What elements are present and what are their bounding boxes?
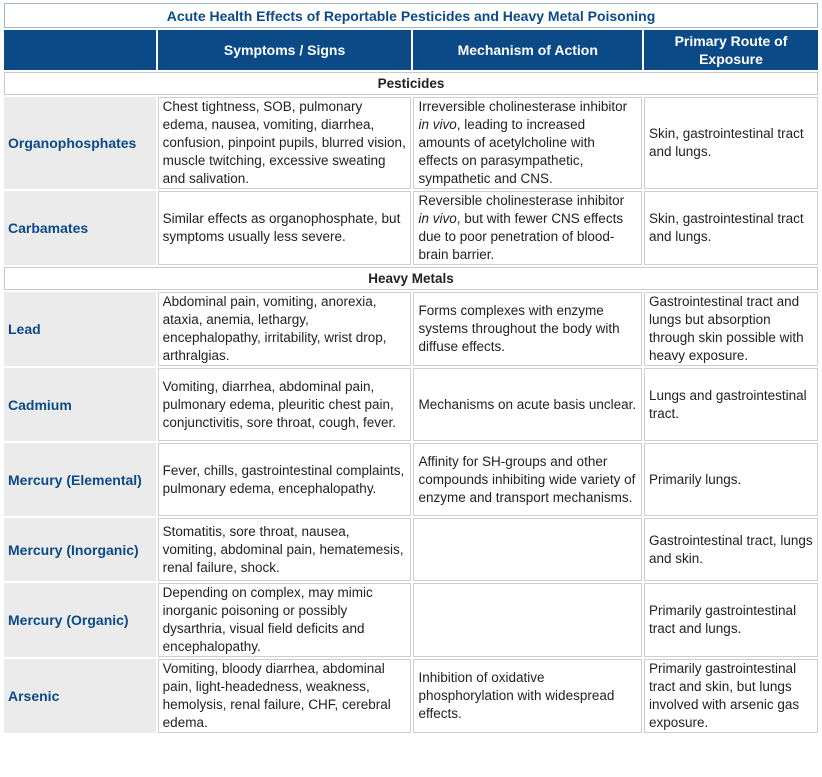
- symptoms-cell: Abdominal pain, vomiting, anorexia, ataxia, anemia, lethargy, encephalopathy, irritability, wrist drop, arthralgias.: [158, 292, 412, 366]
- mechanism-text: Reversible cholinesterase inhibitor: [418, 193, 625, 208]
- agent-name: Mercury (Inorganic): [4, 518, 156, 581]
- agent-name: Mercury (Elemental): [4, 443, 156, 516]
- mechanism-text: Inhibition of oxidative phosphorylation with widespread effects.: [418, 670, 615, 721]
- mechanism-cell: [413, 292, 642, 366]
- mechanism-text-cont: , leading to increased amounts of acetylcholine with effects on parasympathetic, sympathetic and CNS.: [418, 117, 595, 186]
- table-row: [4, 659, 818, 733]
- mechanism-cell: [413, 191, 642, 265]
- table-row: [4, 443, 818, 516]
- symptoms-cell: Chest tightness, SOB, pulmonary edema, nausea, vomiting, diarrhea, confusion, pinpoint pupils, blurred vision, muscle twitching, excessive sweating and salivation.: [158, 97, 412, 189]
- route-cell: Gastrointestinal tract, lungs and skin.: [644, 518, 818, 581]
- route-cell: Primarily lungs.: [644, 443, 818, 516]
- table-container: [2, 1, 820, 735]
- agent-name: Lead: [4, 292, 156, 366]
- route-cell: Lungs and gastrointestinal tract.: [644, 368, 818, 441]
- mechanism-text: Forms complexes with enzyme systems throughout the body with diffuse effects.: [418, 303, 620, 354]
- mechanism-cell: [413, 659, 642, 733]
- symptoms-cell: Vomiting, diarrhea, abdominal pain, pulmonary edema, pleuritic chest pain, conjunctivitis, sore throat, cough, fever.: [158, 368, 412, 441]
- mechanism-cell: [413, 443, 642, 516]
- mechanism-cell: [413, 583, 642, 657]
- header-row: [4, 30, 818, 70]
- table-row: [4, 583, 818, 657]
- route-cell: Skin, gastrointestinal tract and lungs.: [644, 191, 818, 265]
- table-row: [4, 191, 818, 265]
- mechanism-emphasis: in vivo: [418, 211, 457, 226]
- mechanism-text-cont: , but with fewer CNS effects due to poor penetration of blood-brain barrier.: [418, 211, 624, 262]
- mechanism-cell: [413, 97, 642, 189]
- agent-name: Cadmium: [4, 368, 156, 441]
- symptoms-cell: Stomatitis, sore throat, nausea, vomiting, abdominal pain, hematemesis, renal failure, shock.: [158, 518, 412, 581]
- table-row: [4, 292, 818, 366]
- mechanism-emphasis: in vivo: [418, 117, 457, 132]
- table-body: [4, 72, 818, 733]
- table-row: [4, 368, 818, 441]
- symptoms-cell: Similar effects as organophosphate, but symptoms usually less severe.: [158, 191, 412, 265]
- section-row: [4, 72, 818, 95]
- mechanism-cell: [413, 518, 642, 581]
- route-cell: Primarily gastrointestinal tract and skin, but lungs involved with arsenic gas exposure.: [644, 659, 818, 733]
- route-cell: Skin, gastrointestinal tract and lungs.: [644, 97, 818, 189]
- symptoms-cell: Depending on complex, may mimic inorganic poisoning or possibly dysarthria, visual field deficits and encephalopathy.: [158, 583, 412, 657]
- route-cell: Gastrointestinal tract and lungs but absorption through skin possible with heavy exposure.: [644, 292, 818, 366]
- agent-name: Carbamates: [4, 191, 156, 265]
- agent-name: Mercury (Organic): [4, 583, 156, 657]
- symptoms-cell: Vomiting, bloody diarrhea, abdominal pain, light-headedness, weakness, hemolysis, renal failure, CHF, cerebral edema.: [158, 659, 412, 733]
- symptoms-cell: Fever, chills, gastrointestinal complaints, pulmonary edema, encephalopathy.: [158, 443, 412, 516]
- header-route: Primary Route of Exposure: [644, 30, 818, 70]
- table-row: [4, 518, 818, 581]
- mechanism-cell: [413, 368, 642, 441]
- header-mechanism: Mechanism of Action: [413, 30, 642, 70]
- section-title: Heavy Metals: [4, 267, 818, 290]
- mechanism-text: Affinity for SH-groups and other compounds inhibiting wide variety of enzyme and transport mechanisms.: [418, 453, 636, 505]
- mechanism-text: Mechanisms on acute basis unclear.: [418, 396, 637, 412]
- header-agent: [4, 30, 156, 70]
- section-title: Pesticides: [4, 72, 818, 95]
- route-cell: Primarily gastrointestinal tract and lungs.: [644, 583, 818, 657]
- agent-name: Arsenic: [4, 659, 156, 733]
- agent-name: Organophosphates: [4, 97, 156, 189]
- health-effects-table: [2, 1, 820, 735]
- table-caption: Acute Health Effects of Reportable Pesticides and Heavy Metal Poisoning: [4, 3, 818, 28]
- mechanism-text: Irreversible cholinesterase inhibitor: [418, 99, 628, 114]
- table-row: [4, 97, 818, 189]
- section-row: [4, 267, 818, 290]
- header-symptoms: Symptoms / Signs: [158, 30, 412, 70]
